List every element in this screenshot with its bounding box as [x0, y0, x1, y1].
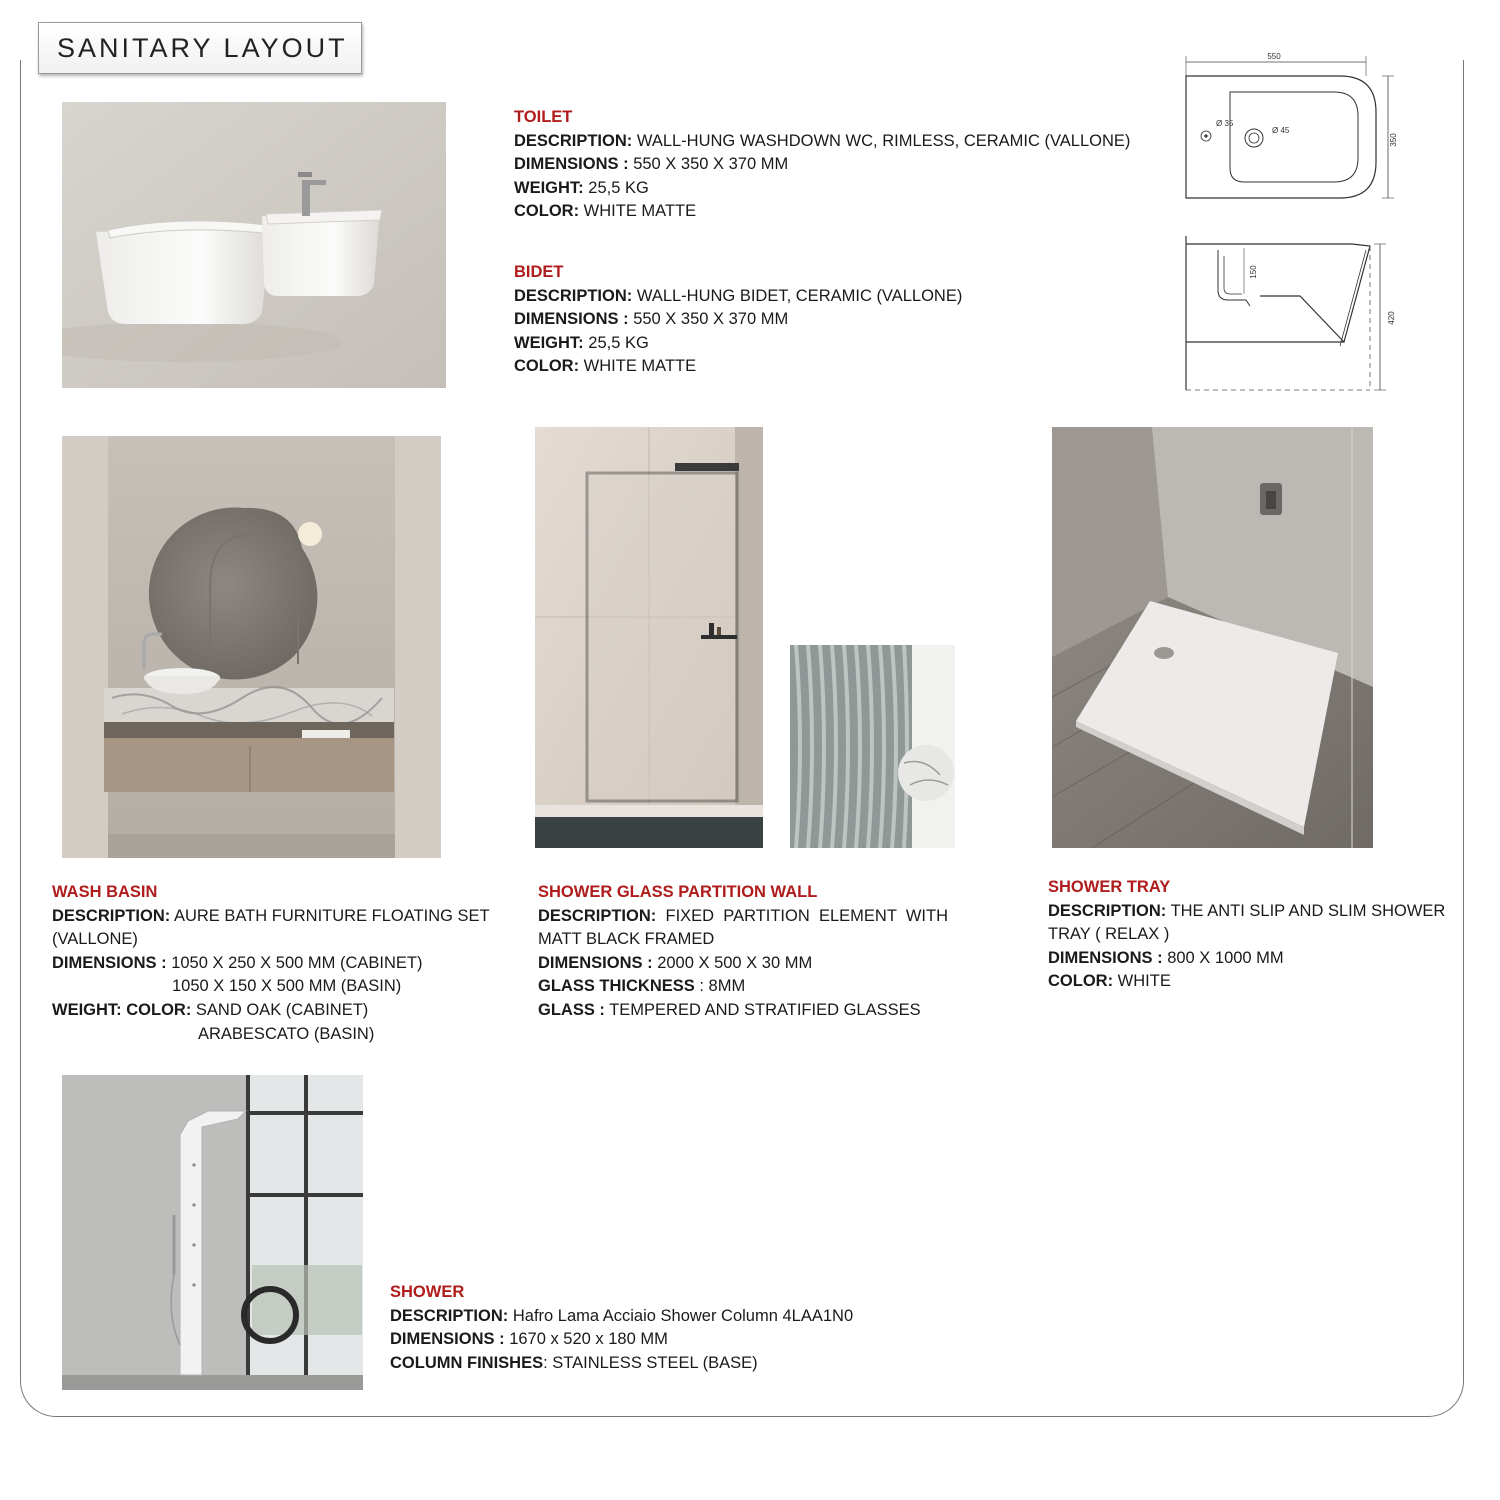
shower-dimensions-label: DIMENSIONS :	[390, 1330, 505, 1349]
shower-glass-heading: SHOWER GLASS PARTITION WALL	[538, 883, 818, 901]
shower-glass-thickness: : 8MM	[699, 977, 746, 996]
drawing-width-dim: 550	[1267, 52, 1281, 61]
shower-spec	[390, 1281, 853, 1375]
drawing-depth-dim: 350	[1389, 133, 1398, 147]
shower-glass-dimensions: 2000 X 500 X 30 MM	[657, 953, 813, 972]
shower-finishes-label: COLUMN FINISHES	[390, 1353, 544, 1372]
shower-finishes: : STAINLESS STEEL (BASE)	[543, 1353, 758, 1372]
shower-glass-photo	[535, 427, 763, 848]
shower-tray-photo	[1052, 427, 1373, 848]
bidet-weight-label: WEIGHT:	[514, 333, 584, 352]
bidet-description: WALL-HUNG BIDET, CERAMIC (VALLONE)	[636, 286, 963, 305]
toilet-dimensions-label: DIMENSIONS :	[514, 155, 629, 174]
bidet-description-label: DESCRIPTION:	[514, 286, 633, 305]
toilet-bidet-photo	[62, 102, 446, 388]
wash-basin-color-cabinet: SAND OAK (CABINET)	[195, 1000, 369, 1019]
toilet-spec	[514, 106, 1130, 224]
shower-description: Hafro Lama Acciaio Shower Column 4LAA1N0	[512, 1306, 854, 1325]
wash-basin-dimensions-basin: 1050 X 150 X 500 MM (BASIN)	[172, 977, 402, 996]
bidet-technical-drawing	[1170, 50, 1410, 395]
bidet-heading: BIDET	[514, 263, 564, 281]
shower-tray-heading: SHOWER TRAY	[1048, 878, 1171, 896]
fluted-glass-photo	[790, 645, 955, 848]
bidet-weight: 25,5 KG	[588, 333, 649, 352]
shower-tray-description: THE ANTI SLIP AND SLIM SHOWER TRAY ( RELAX )	[1048, 901, 1446, 944]
toilet-heading: TOILET	[514, 108, 573, 126]
wash-basin-weight-color-label: WEIGHT: COLOR:	[52, 1000, 192, 1019]
wash-basin-color-basin: ARABESCATO (BASIN)	[198, 1024, 375, 1043]
wash-basin-dimensions-cabinet: 1050 X 250 X 500 MM (CABINET)	[171, 953, 423, 972]
shower-description-label: DESCRIPTION:	[390, 1306, 509, 1325]
shower-glass-thickness-label: GLASS THICKNESS	[538, 977, 695, 996]
shower-glass-glass: TEMPERED AND STRATIFIED GLASSES	[609, 1000, 921, 1019]
wash-basin-description: AURE BATH FURNITURE FLOATING SET (VALLONE)	[52, 906, 490, 949]
toilet-color-label: COLOR:	[514, 202, 580, 221]
toilet-weight-label: WEIGHT:	[514, 178, 584, 197]
shower-glass-description: FIXED PARTITION ELEMENT WITH MATT BLACK FRAMED	[538, 906, 948, 949]
drawing-inner-dim: 150	[1249, 265, 1258, 279]
toilet-dimensions: 550 X 350 X 370 MM	[633, 155, 789, 174]
shower-glass-glass-label: GLASS :	[538, 1000, 605, 1019]
shower-tray-spec	[1048, 876, 1448, 994]
shower-glass-dimensions-label: DIMENSIONS :	[538, 953, 653, 972]
shower-tray-dimensions: 800 X 1000 MM	[1167, 948, 1284, 967]
shower-dimensions: 1670 x 520 x 180 MM	[509, 1330, 668, 1349]
wash-basin-spec	[52, 881, 492, 1046]
toilet-description: WALL-HUNG WASHDOWN WC, RIMLESS, CERAMIC (VALLONE)	[636, 131, 1131, 150]
wash-basin-dimensions-label: DIMENSIONS :	[52, 953, 167, 972]
drawing-hole-large: Ø 45	[1272, 126, 1290, 135]
bidet-spec	[514, 261, 962, 379]
bidet-dimensions-label: DIMENSIONS :	[514, 310, 629, 329]
shower-column-photo	[62, 1075, 363, 1390]
bidet-color-label: COLOR:	[514, 357, 580, 376]
shower-heading: SHOWER	[390, 1283, 465, 1301]
drawing-height-dim: 420	[1387, 311, 1396, 325]
shower-glass-spec	[538, 881, 948, 1023]
wash-basin-description-label: DESCRIPTION:	[52, 906, 171, 925]
toilet-weight: 25,5 KG	[588, 178, 649, 197]
shower-tray-description-label: DESCRIPTION:	[1048, 901, 1167, 920]
toilet-description-label: DESCRIPTION:	[514, 131, 633, 150]
toilet-color: WHITE MATTE	[583, 202, 697, 221]
drawing-hole-small: Ø 35	[1216, 119, 1234, 128]
page-title-tab	[38, 22, 362, 74]
wash-basin-heading: WASH BASIN	[52, 883, 158, 901]
bidet-dimensions: 550 X 350 X 370 MM	[633, 310, 789, 329]
shower-glass-description-label: DESCRIPTION:	[538, 906, 657, 925]
shower-tray-color: WHITE	[1117, 972, 1171, 991]
bidet-color: WHITE MATTE	[583, 357, 697, 376]
wash-basin-photo	[62, 436, 441, 858]
shower-tray-color-label: COLOR:	[1048, 972, 1114, 991]
shower-tray-dimensions-label: DIMENSIONS :	[1048, 948, 1163, 967]
page-title: SANITARY LAYOUT	[57, 32, 348, 63]
